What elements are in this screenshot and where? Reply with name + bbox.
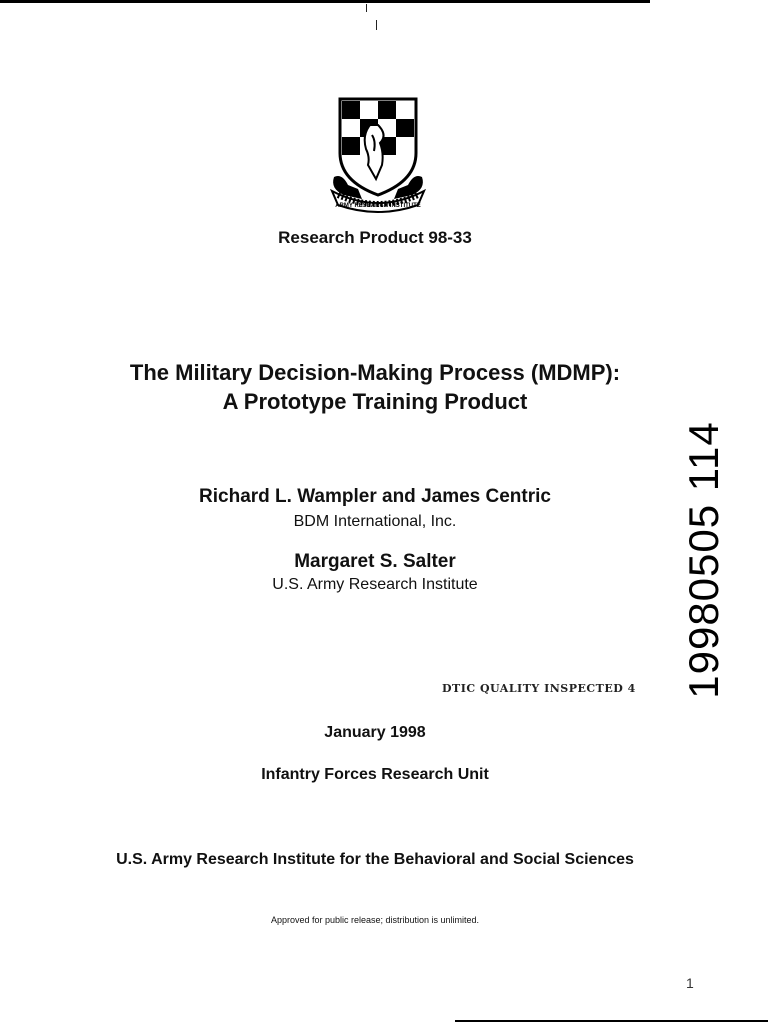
report-title-line-2: A Prototype Training Product bbox=[222, 389, 528, 414]
top-rule bbox=[0, 0, 650, 3]
research-product-number: Research Product 98-33 bbox=[278, 228, 472, 247]
report-title-line-1: The Military Decision-Making Process (MDMP): bbox=[129, 360, 621, 385]
secondary-author: Margaret S. Salter bbox=[294, 551, 456, 572]
primary-affiliation: BDM International, Inc. bbox=[293, 513, 457, 530]
crest-banner-text: ARMY RESEARCH INSTITUTE bbox=[335, 203, 421, 209]
institute-name: U.S. Army Research Institute for the Behavioral and Social Sciences bbox=[116, 851, 634, 868]
accession-number: 19980505 114 bbox=[680, 421, 727, 699]
secondary-affiliation: U.S. Army Research Institute bbox=[272, 576, 478, 593]
scan-mark bbox=[366, 4, 367, 12]
army-research-institute-crest-icon bbox=[318, 95, 428, 213]
report-title bbox=[0, 358, 750, 416]
research-unit: Infantry Forces Research Unit bbox=[261, 766, 489, 783]
bottom-rule bbox=[455, 1020, 768, 1022]
quality-inspected-stamp: DTIC QUALITY INSPECTED 4 bbox=[442, 682, 636, 695]
primary-authors: Richard L. Wampler and James Centric bbox=[199, 486, 551, 507]
publication-date: January 1998 bbox=[324, 724, 426, 741]
corner-mark: 1 bbox=[686, 975, 694, 991]
distribution-statement: Approved for public release; distribution is unlimited. bbox=[270, 915, 480, 925]
scan-mark bbox=[376, 20, 377, 30]
crest-svg bbox=[318, 95, 428, 213]
